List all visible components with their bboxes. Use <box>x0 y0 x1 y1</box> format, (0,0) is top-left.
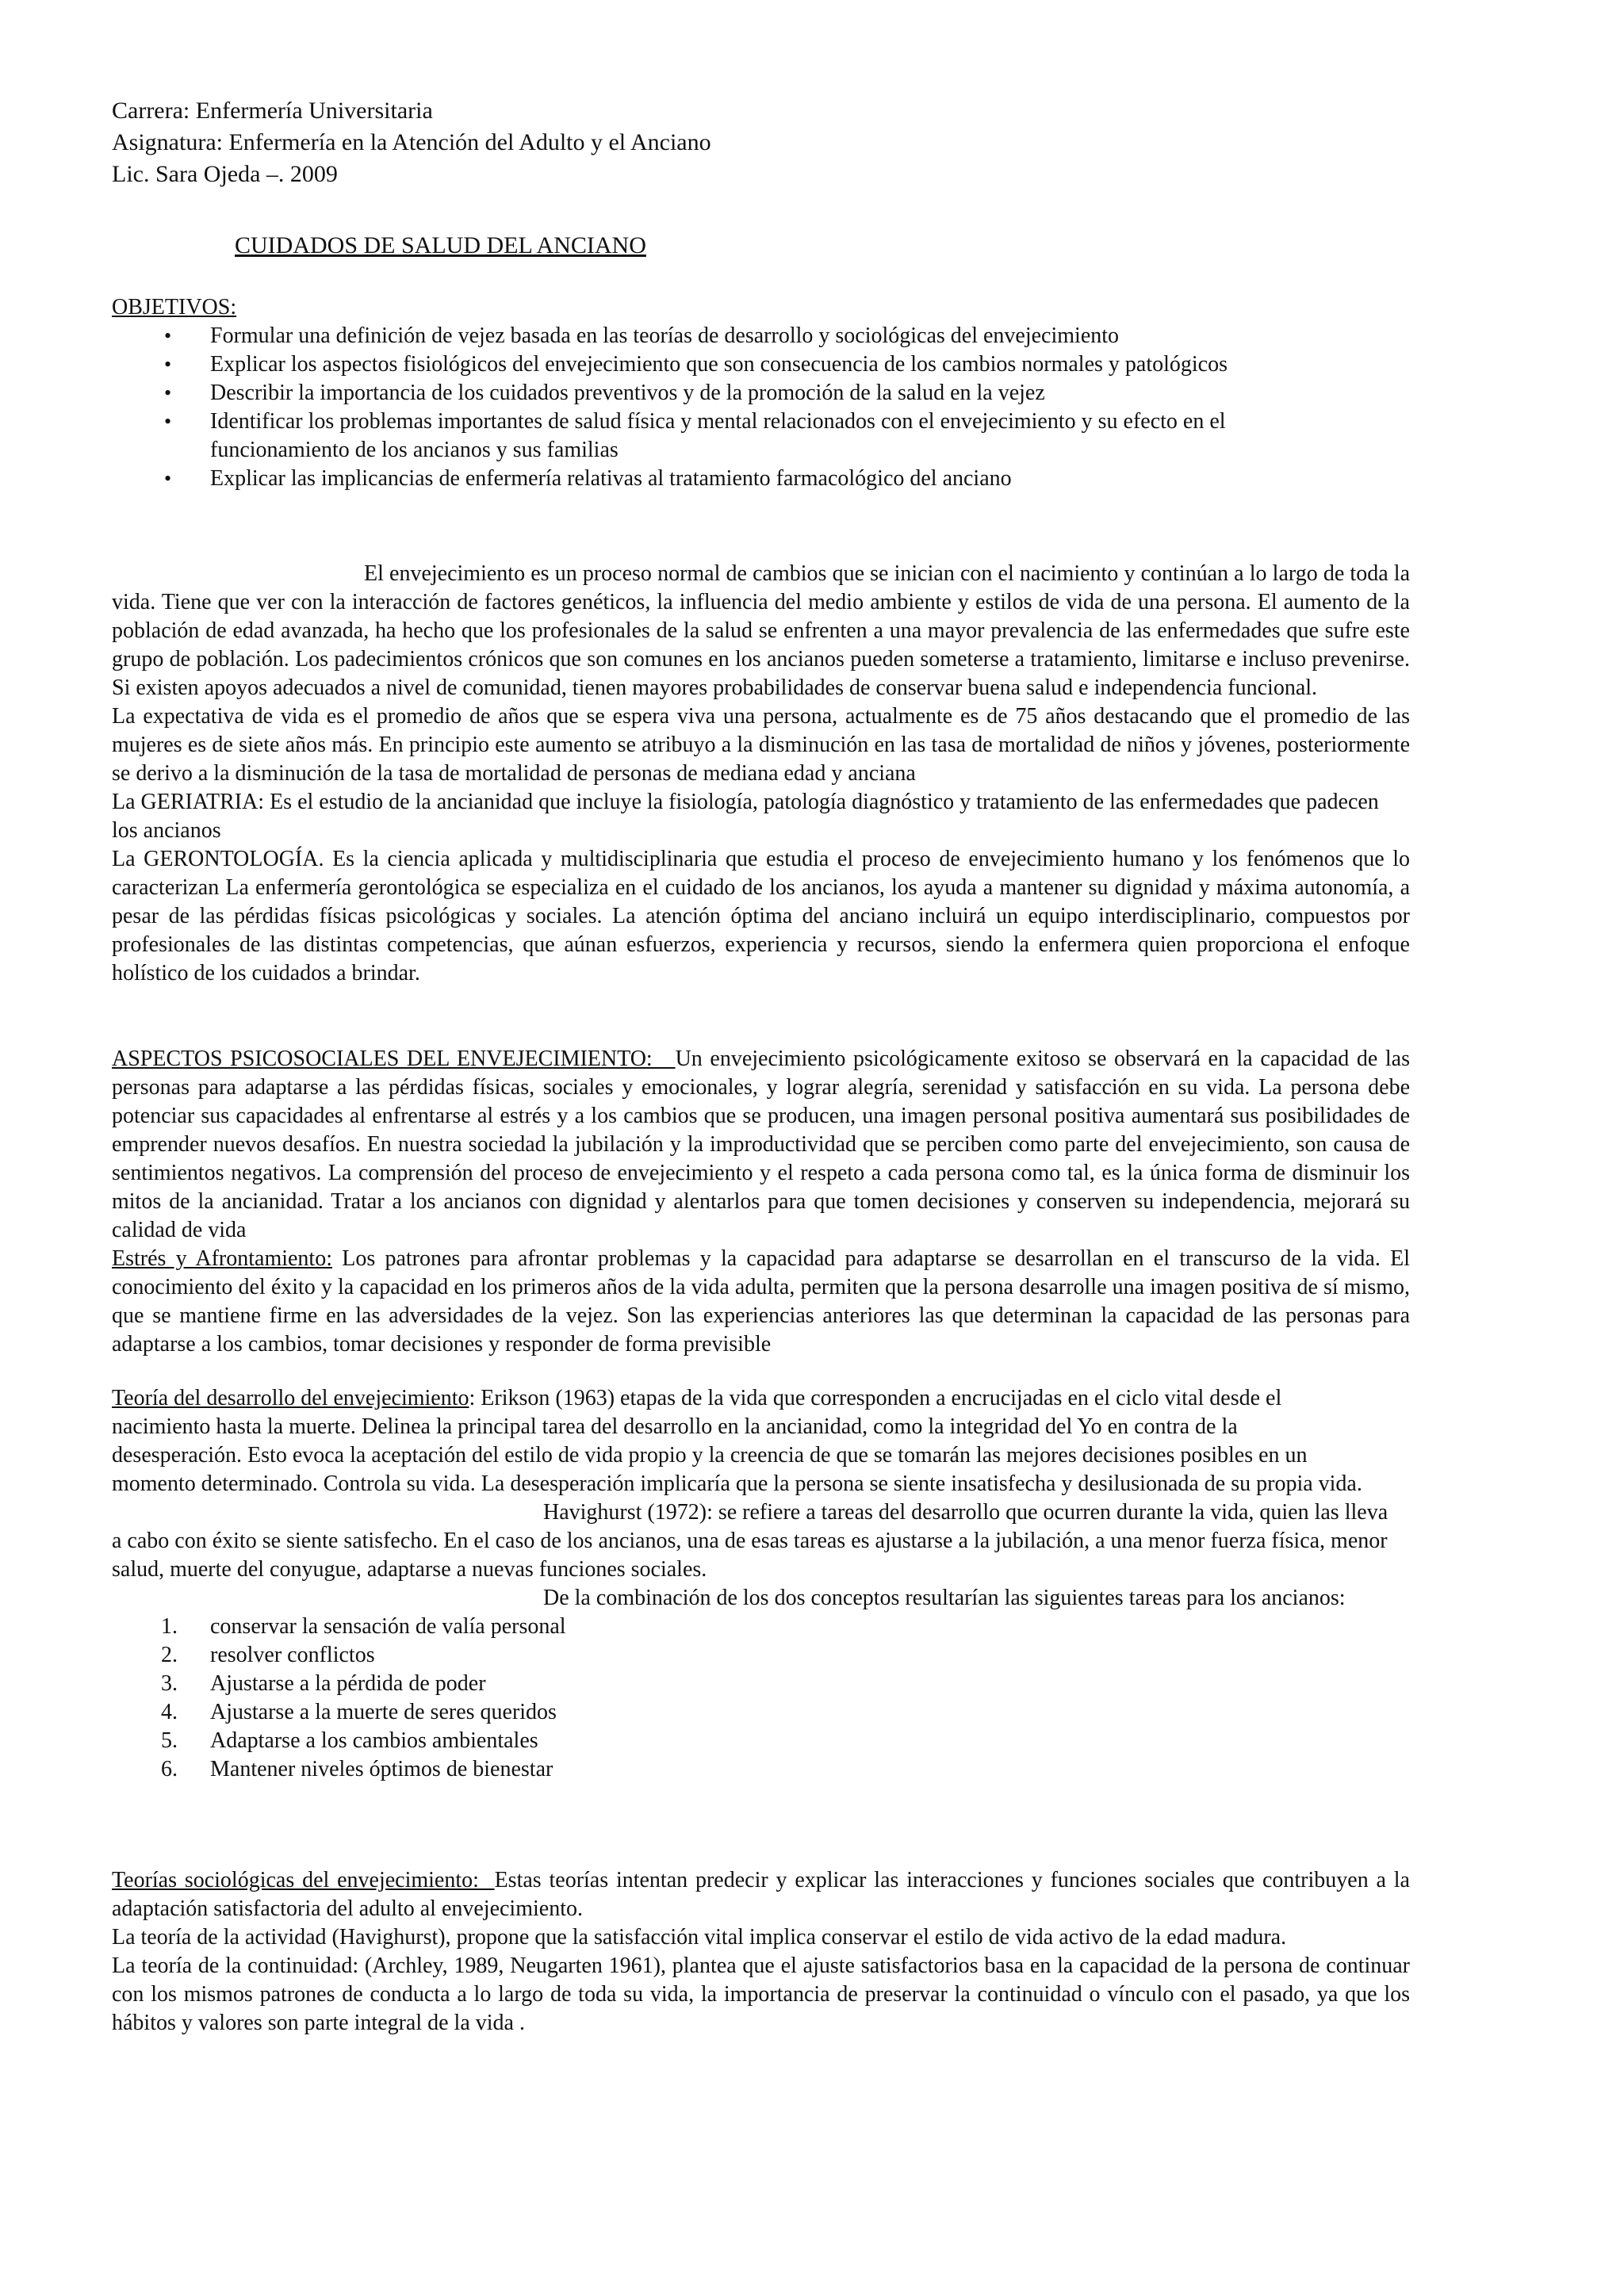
sociological-heading: Teorías sociológicas del envejecimiento: <box>112 1868 495 1892</box>
list-number: 2. <box>161 1643 178 1667</box>
list-number: 5. <box>161 1728 178 1753</box>
list-item: • Describir la importancia de los cuidados preventivos y de la promoción de la salud en la vejez <box>112 379 1410 408</box>
list-item <box>112 1613 1410 1641</box>
list-item <box>112 1698 1410 1727</box>
list-item: • Formular una definición de vejez basada en las teorías de desarrollo y sociológicas del envejecimiento <box>112 322 1410 350</box>
stress-heading: Estrés y Afrontamiento: <box>112 1246 332 1271</box>
list-number: 4. <box>161 1700 178 1724</box>
psychosocial-heading: ASPECTOS PSICOSOCIALES DEL ENVEJECIMIENTO: <box>112 1047 676 1071</box>
list-text: Mantener niveles óptimos de bienestar <box>210 1757 553 1781</box>
geriatrics-paragraph: La GERIATRIA: Es el estudio de la ancianidad que incluye la fisiología, patología diagnóstico y tratamiento de las enfermedades que padecen los ancianos <box>112 790 1379 843</box>
objectives-heading: OBJETIVOS: <box>112 295 237 320</box>
list-item: • Explicar los aspectos fisiológicos del envejecimiento que son consecuencia de los cambios normales y patológicos <box>112 350 1410 379</box>
psychosocial-paragraph <box>112 1045 1410 1245</box>
stress-text: Los patrones para afrontar problemas y la capacidad para adaptarse se desarrollan en el transcurso de la vida. El conocimiento del éxito y la capacidad en los primeros años de la vida adulta, permiten que la persona desarrolle una imagen positiva de sí mismo, que se mantiene firme en las adversidades de la vejez. Son las experiencias anteriores las que determinan la capacidad de las personas para adaptarse a los cambios, tomar decisiones y responder de forma previsible <box>112 1246 1410 1357</box>
development-section <box>112 1384 1410 1784</box>
list-item <box>112 1641 1410 1670</box>
psychosocial-section <box>112 1045 1410 1359</box>
list-item <box>112 1670 1410 1698</box>
psychosocial-text: Un envejecimiento psicológicamente exitoso se observará en la capacidad de las personas para adaptarse a las pérdidas físicas, sociales y emocionales, y lograr alegría, serenidad y satisfacción en su vida. La persona debe potenciar sus capacidades al enfrentarse al estrés y a los cambios que se producen, una imagen personal positiva aumentará sus posibilidades de emprender nuevos desafíos. En nuestra sociedad la jubilación y la improductividad que se perciben como parte del envejecimiento, son causa de sentimientos negativos. La comprensión del proceso de envejecimiento y el respeto a cada persona como tal, es la única forma de disminuir los mitos de la ancianidad. Tratar a los ancianos con dignidad y alentarlos para que tomen decisiones y conserven su independencia, mejorará su calidad de vida <box>112 1047 1411 1242</box>
list-text: Ajustarse a la pérdida de poder <box>210 1671 486 1696</box>
document-title: CUIDADOS DE SALUD DEL ANCIANO <box>235 232 646 258</box>
list-item <box>112 1755 1410 1784</box>
list-text: Adaptarse a los cambios ambientales <box>210 1728 538 1753</box>
erikson-paragraph <box>112 1384 1373 1498</box>
objectives-section <box>112 293 1410 493</box>
gerontology-paragraph: La GERONTOLOGÍA. Es la ciencia aplicada y multidisciplinaria que estudia el proceso de envejecimiento humano y los fenómenos que lo caracterizan La enfermería gerontológica se especializa en el cuidado de los ancianos, los ayuda a mantener su dignidad y máxima autonomía, a pesar de las pérdidas físicas psicológicas y sociales. La atención óptima del anciano incluirá un equipo interdisciplinario, compuestos por profesionales de las distintas competencias, que aúnan esfuerzos, experiencia y recursos, siendo la enfermera quien proporciona el enfoque holístico de los cuidados a brindar. <box>112 847 1410 985</box>
combination-paragraph: De la combinación de los dos conceptos resultarían las siguientes tareas para los ancianos: <box>543 1586 1346 1610</box>
intro-paragraph: El envejecimiento es un proceso normal de cambios que se inician con el nacimiento y continúan a lo largo de toda la vida. Tiene que ver con la interacción de factores genéticos, la influencia del medio ambiente y estilos de vida de una persona. El aumento de la población de edad avanzada, ha hecho que los profesionales de la salud se enfrenten a una mayor prevalencia de las enfermedades que sufre este grupo de población. Los padecimientos crónicos que son comunes en los ancianos pueden someterse a tratamiento, limitarse e incluso prevenirse. Si existen apoyos adecuados a nivel de comunidad, tienen mayores probabilidades de conservar buena salud e independencia funcional. <box>112 561 1410 700</box>
list-item: • Identificar los problemas importantes de salud física y mental relacionados con el envejecimiento y su efecto en el funcionamiento de los ancianos y sus familias <box>112 408 1352 465</box>
life-expectancy-paragraph: La expectativa de vida es el promedio de años que se espera viva una persona, actualmente es de 75 años destacando que el promedio de las mujeres es de siete años más. En principio este aumento se atribuyo a la disminución en las tasa de mortalidad de niños y jóvenes, posteriormente se derivo a la disminución de la tasa de mortalidad de personas de mediana edad y anciana <box>112 704 1410 786</box>
author-line: Lic. Sara Ojeda –. 2009 <box>112 161 338 187</box>
list-number: 6. <box>161 1757 178 1781</box>
career-line: Carrera: Enfermería Universitaria <box>112 98 433 124</box>
development-heading: Teoría del desarrollo del envejecimiento <box>112 1386 469 1410</box>
erikson-text: : Erikson (1963) etapas de la vida que corresponden a encrucijadas en el ciclo vital desde el nacimiento hasta la muerte. Delinea la principal tarea del desarrollo en la ancianidad, como la integridad del Yo en contra de la desesperación. Esto evoca la aceptación del estilo de vida propio y la creencia de que se tomarán las mejores decisiones posibles en un momento determinado. Controla su vida. La desesperación implicaría que la persona se siente insatisfecha y desilusionada de su propia vida. <box>112 1386 1362 1496</box>
list-text: Ajustarse a la muerte de seres queridos <box>210 1700 557 1724</box>
list-item: • Explicar las implicancias de enfermería relativas al tratamiento farmacológico del anciano <box>112 465 1410 493</box>
continuity-theory-paragraph: La teoría de la continuidad: (Archley, 1989, Neugarten 1961), plantea que el ajuste satisfactorios basa en la capacidad de la persona de continuar con los mismos patrones de conducta a lo largo de toda su vida, la importancia de preservar la continuidad o vínculo con el pasado, ya que los hábitos y valores son parte integral de la vida . <box>112 1954 1410 2035</box>
list-text: resolver conflictos <box>210 1643 375 1667</box>
list-number: 3. <box>161 1671 178 1696</box>
list-number: 1. <box>161 1614 178 1639</box>
list-text: conservar la sensación de valía personal <box>210 1614 566 1639</box>
havighurst-paragraph: Havighurst (1972): se refiere a tareas del desarrollo que ocurren durante la vida, quien las lleva a cabo con éxito se siente satisfecho. En el caso de los ancianos, una de esas tareas es ajustarse a la jubilación, a una menor fuerza física, menor salud, muerte del conyugue, adaptarse a nuevas funciones sociales. <box>112 1500 1388 1582</box>
stress-paragraph <box>112 1245 1410 1359</box>
subject-line: Asignatura: Enfermería en la Atención del Adulto y el Anciano <box>112 129 711 155</box>
intro-section <box>112 560 1410 988</box>
list-item <box>112 1727 1410 1755</box>
tasks-list <box>112 1613 1410 1784</box>
activity-theory-paragraph: La teoría de la actividad (Havighurst), propone que la satisfacción vital implica conservar el estilo de vida activo de la edad madura. <box>112 1925 1287 1950</box>
sociological-section <box>112 1866 1410 2038</box>
sociological-text: Estas teorías intentan predecir y explicar las interacciones y funciones sociales que contribuyen a la adaptación satisfactoria del adulto al envejecimiento. <box>112 1868 1410 1921</box>
sociological-paragraph <box>112 1866 1410 1923</box>
objectives-list <box>112 322 1410 493</box>
document-header <box>112 95 1410 190</box>
